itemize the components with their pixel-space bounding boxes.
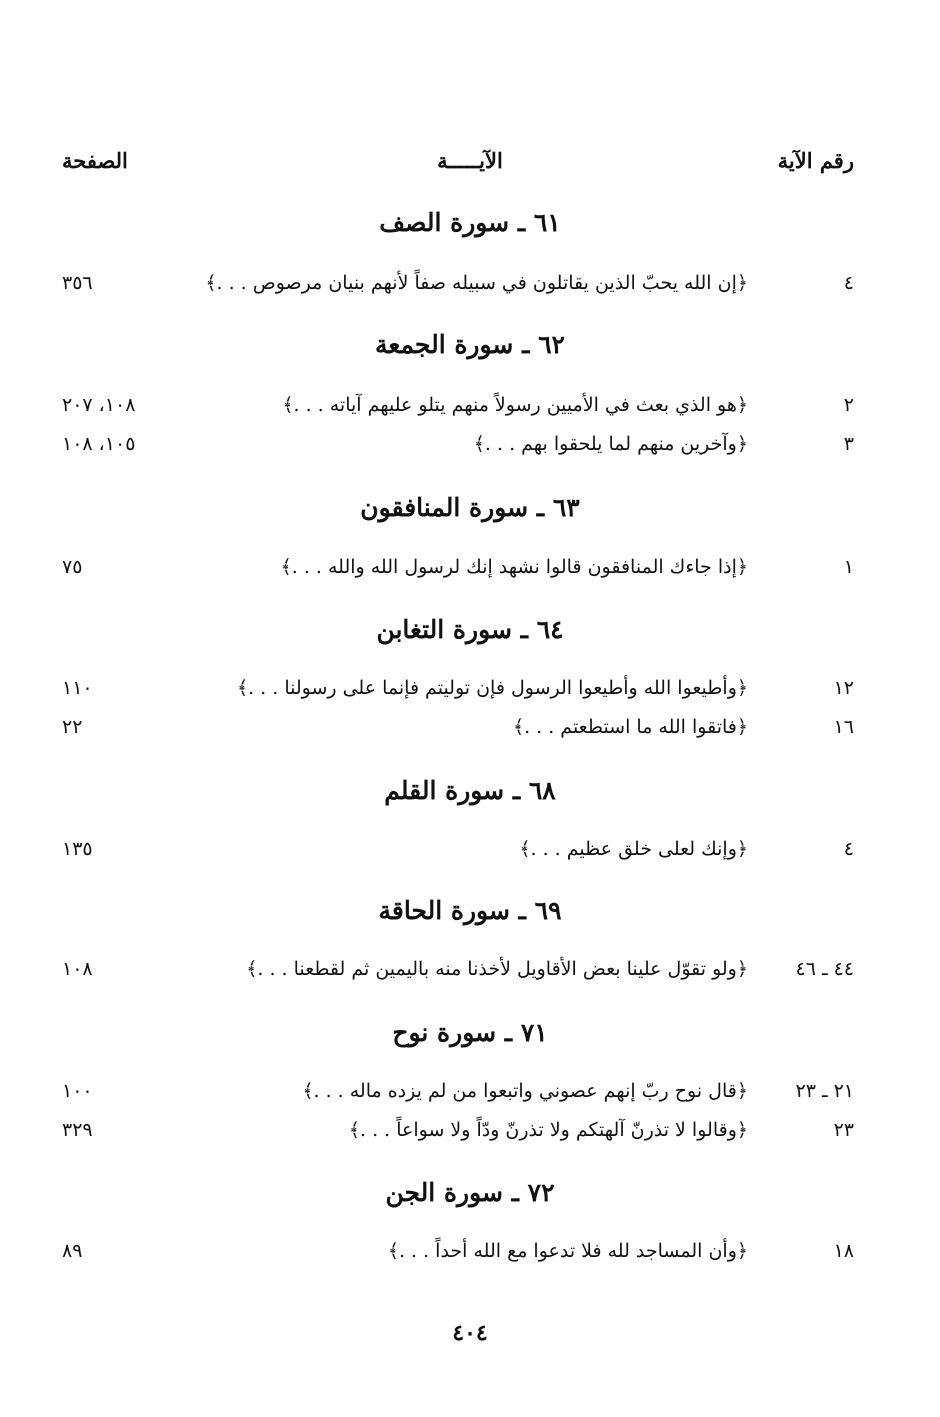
table-row (0, 716, 940, 750)
ayah-number: ٢ (843, 394, 854, 416)
ayah-number: ٣ (843, 433, 854, 455)
surah-title: ٧٢ ـ سورة الجن (385, 1178, 555, 1207)
surah-title: ٦٣ ـ سورة المنافقون (360, 493, 580, 522)
ayah-number: ١٨ (833, 1240, 854, 1262)
ayah-text: ﴿وقالوا لا تذرنّ آلهتكم ولا تذرنّ ودّاً ولا سواعاً . . .﴾ (348, 1119, 748, 1141)
surah-title: ٦٢ ـ سورة الجمعة (375, 330, 565, 359)
page-reference: ١٣٥ (62, 838, 93, 860)
table-row (0, 433, 940, 467)
page-reference: ٣٢٩ (62, 1119, 93, 1141)
page-reference: ١٠٨ (62, 958, 93, 980)
ayah-number: ٢٣ (833, 1119, 854, 1141)
column-header-ayah-number: رقم الآية (777, 148, 854, 173)
table-row (0, 272, 940, 306)
column-header-page: الصفحة (62, 148, 128, 173)
page-reference: ٣٥٦ (62, 272, 93, 294)
table-row (0, 556, 940, 590)
page-reference: ١١٠ (62, 677, 93, 699)
ayah-text: ﴿وأطيعوا الله وأطيعوا الرسول فإن توليتم فإنما على رسولنا . . .﴾ (236, 677, 748, 699)
page-reference: ٧٥ (62, 556, 83, 578)
table-row (0, 1240, 940, 1274)
table-row (0, 1119, 940, 1153)
ayah-text: ﴿وإنك لعلى خلق عظيم . . .﴾ (519, 838, 748, 860)
surah-title: ٦٩ ـ سورة الحاقة (378, 896, 562, 925)
table-row (0, 1080, 940, 1114)
surah-title: ٦٤ ـ سورة التغابن (376, 615, 564, 644)
table-row (0, 677, 940, 711)
ayah-text: ﴿وأن المساجد لله فلا تدعوا مع الله أحداً . . .﴾ (387, 1240, 748, 1262)
surah-title: ٦١ ـ سورة الصف (379, 208, 561, 237)
page-reference: ١٠٨، ٢٠٧ (62, 394, 136, 416)
ayah-number: ٤ (843, 272, 854, 294)
table-row (0, 838, 940, 872)
ayah-text: ﴿هو الذي بعث في الأميين رسولاً منهم يتلو عليهم آياته . . .﴾ (282, 394, 748, 416)
ayah-number: ٢١ ـ ٢٣ (795, 1080, 854, 1102)
ayah-number: ٤٤ ـ ٤٦ (795, 958, 854, 980)
ayah-number: ١٢ (833, 677, 854, 699)
ayah-number: ١٦ (833, 716, 854, 738)
page-reference: ١٠٠ (62, 1080, 93, 1102)
page-reference: ٨٩ (62, 1240, 83, 1262)
ayah-text: ﴿إذا جاءك المنافقون قالوا نشهد إنك لرسول الله والله . . .﴾ (280, 556, 748, 578)
page-reference: ٢٢ (62, 716, 83, 738)
page-reference: ١٠٥، ١٠٨ (62, 433, 136, 455)
page-number: ٤٠٤ (452, 1320, 488, 1346)
column-header-ayah: الآيـــــة (437, 148, 503, 173)
ayah-text: ﴿قال نوح ربّ إنهم عصوني واتبعوا من لم يزده ماله . . .﴾ (302, 1080, 748, 1102)
table-row (0, 394, 940, 428)
ayah-text: ﴿فاتقوا الله ما استطعتم . . .﴾ (512, 716, 748, 738)
surah-title: ٦٨ ـ سورة القلم (384, 776, 556, 805)
ayah-text: ﴿إن الله يحبّ الذين يقاتلون في سبيله صفاً لأنهم بنيان مرصوص . . .﴾ (205, 272, 748, 294)
table-row (0, 958, 940, 992)
ayah-text: ﴿ولو تقوّل علينا بعض الأقاويل لأخذنا منه باليمين ثم لقطعنا . . .﴾ (246, 958, 748, 980)
ayah-number: ٤ (843, 838, 854, 860)
surah-title: ٧١ ـ سورة نوح (392, 1018, 548, 1047)
ayah-number: ١ (843, 556, 854, 578)
ayah-text: ﴿وآخرين منهم لما يلحقوا بهم . . .﴾ (473, 433, 748, 455)
